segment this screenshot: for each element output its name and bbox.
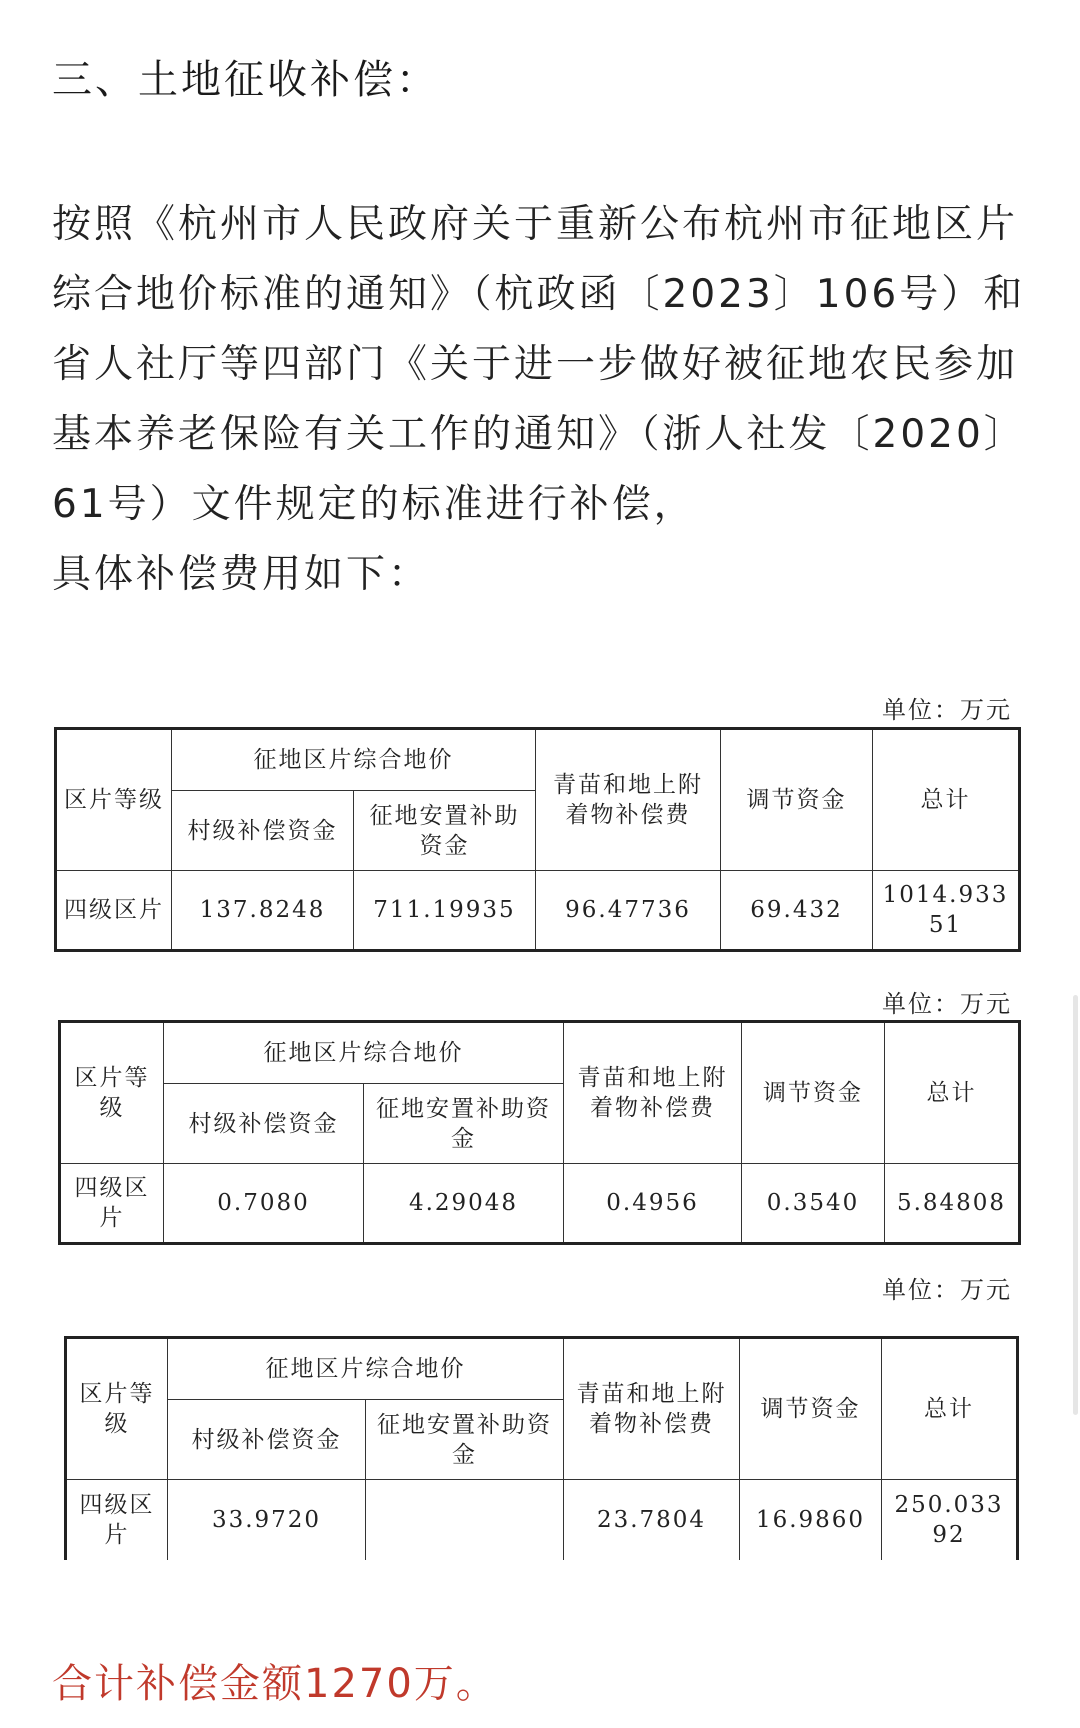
header-village-comp: 村级补偿资金 [164,1084,364,1164]
header-resettlement-aid: 征地安置补助资金 [354,791,536,871]
header-crops-attachments: 青苗和地上附着物补偿费 [564,1338,740,1480]
header-crops-attachments: 青苗和地上附着物补偿费 [564,1022,742,1164]
unit-label: 单位：万元 [882,990,1012,1018]
paragraph-line: 基本养老保险有关工作的通知》（浙人社发〔2020〕 [52,412,1026,457]
section-heading: 三、土地征收补偿： [52,57,439,103]
paragraph-line: 按照《杭州市人民政府关于重新公布杭州市征地区片 [52,202,1019,247]
header-crops-attachments: 青苗和地上附着物补偿费 [536,729,721,871]
header-comprehensive-price: 征地区片综合地价 [172,729,536,791]
header-zone-grade: 区片等级 [60,1022,164,1164]
header-zone-grade: 区片等级 [66,1338,168,1480]
village-comp-cell: 0.7080 [164,1164,364,1244]
compensation-table-2 [58,1020,1021,1245]
total-compensation-statement: 合计补偿金额1270万。 [52,1661,498,1707]
zone-cell: 四级区片 [60,1164,164,1244]
village-comp-cell: 137.8248 [172,871,354,951]
header-adjustment-fund: 调节资金 [742,1022,885,1164]
compensation-table-3 [64,1336,1019,1560]
resettlement-aid-cell-blurred [366,1480,564,1560]
total-cell: 1014.93351 [873,871,1020,951]
header-comprehensive-price: 征地区片综合地价 [168,1338,564,1400]
compensation-table-1 [54,727,1021,952]
header-adjustment-fund: 调节资金 [740,1338,882,1480]
adjustment-fund-cell: 69.432 [721,871,873,951]
table-row [56,871,1020,951]
header-resettlement-aid: 征地安置补助资金 [366,1400,564,1480]
zone-cell: 四级区片 [56,871,172,951]
crops-attachments-cell: 0.4956 [564,1164,742,1244]
header-adjustment-fund: 调节资金 [721,729,873,871]
header-village-comp: 村级补偿资金 [168,1400,366,1480]
resettlement-aid-cell: 4.29048 [364,1164,564,1244]
table-row [60,1164,1020,1244]
header-village-comp: 村级补偿资金 [172,791,354,871]
unit-label: 单位：万元 [882,1276,1012,1304]
resettlement-aid-cell: 711.19935 [354,871,536,951]
unit-label: 单位：万元 [882,696,1012,724]
header-total: 总计 [885,1022,1020,1164]
paragraph-line: 61号）文件规定的标准进行补偿， [52,482,696,527]
zone-cell: 四级区片 [66,1480,168,1560]
total-cell: 5.84808 [885,1164,1020,1244]
table-row [66,1480,1018,1560]
header-resettlement-aid: 征地安置补助资金 [364,1084,564,1164]
header-total: 总计 [882,1338,1018,1480]
paragraph-line: 综合地价标准的通知》（杭政函〔2023〕106号）和 [52,272,1026,317]
adjustment-fund-cell: 0.3540 [742,1164,885,1244]
paragraph-line: 具体补偿费用如下： [52,552,431,597]
crops-attachments-cell: 23.7804 [564,1480,740,1560]
adjustment-fund-cell: 16.9860 [740,1480,882,1560]
compensation-paragraph [52,190,1042,610]
village-comp-cell: 33.9720 [168,1480,366,1560]
scrollbar-thumb[interactable] [1073,995,1078,1415]
header-comprehensive-price: 征地区片综合地价 [164,1022,564,1084]
header-zone-grade: 区片等级 [56,729,172,871]
header-total: 总计 [873,729,1020,871]
total-cell: 250.03392 [882,1480,1018,1560]
paragraph-line: 省人社厅等四部门《关于进一步做好被征地农民参加 [52,342,1019,387]
crops-attachments-cell: 96.47736 [536,871,721,951]
